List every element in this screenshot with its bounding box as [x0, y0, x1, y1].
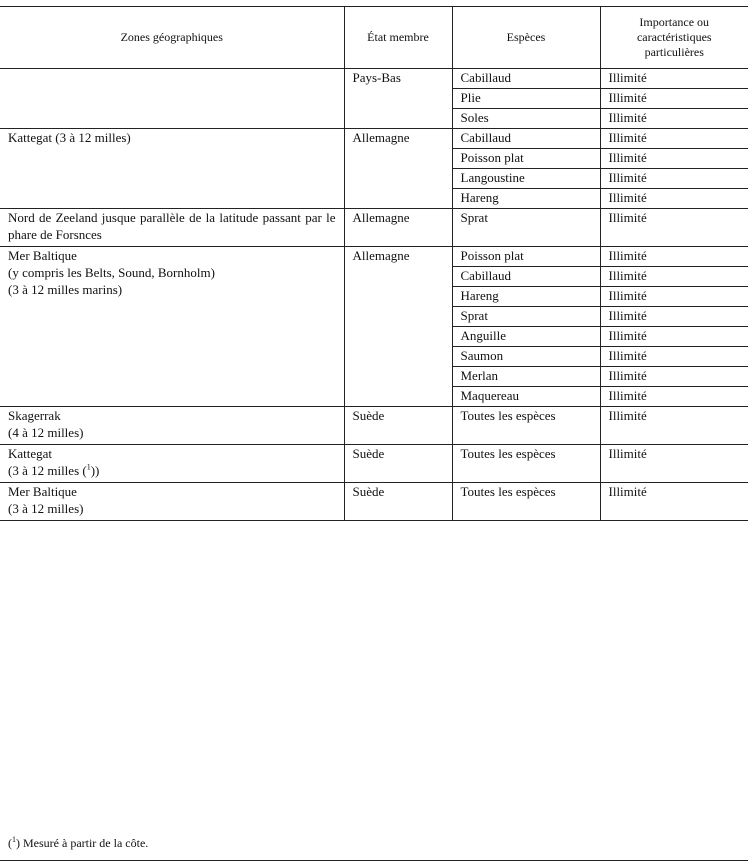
importance-cell: Illimité: [600, 483, 748, 521]
importance-cell: Illimité: [600, 109, 748, 129]
zone-line: (y compris les Belts, Sound, Bornholm): [8, 265, 215, 280]
espece-cell: Sprat: [452, 209, 600, 247]
importance-cell: Illimité: [600, 129, 748, 149]
importance-cell: Illimité: [600, 347, 748, 367]
importance-cell: Illimité: [600, 169, 748, 189]
espece-cell: Langoustine: [452, 169, 600, 189]
espece-cell: Sprat: [452, 307, 600, 327]
zone-cell: [0, 445, 344, 483]
espece-cell: Cabillaud: [452, 267, 600, 287]
zone-line: (3 à 12 milles marins): [8, 282, 123, 297]
etat-cell: Suède: [344, 483, 452, 521]
etat-cell: Pays-Bas: [344, 69, 452, 129]
espece-cell: Hareng: [452, 189, 600, 209]
zone-cell: [0, 407, 344, 445]
zone-cell: [0, 247, 344, 407]
espece-cell: Plie: [452, 89, 600, 109]
etat-cell: Suède: [344, 445, 452, 483]
importance-cell: Illimité: [600, 209, 748, 247]
espece-cell: Poisson plat: [452, 149, 600, 169]
etat-cell: Suède: [344, 407, 452, 445]
importance-cell: Illimité: [600, 189, 748, 209]
footnote-marker-close: ): [16, 836, 20, 850]
espece-cell: Hareng: [452, 287, 600, 307]
table-row: [0, 483, 748, 521]
espece-cell: Toutes les espèces: [452, 407, 600, 445]
etat-cell: Allemagne: [344, 129, 452, 209]
header-etat-membre: État membre: [344, 7, 452, 69]
header-importance-text: Importance ou caractéristiques particulières: [636, 15, 712, 59]
importance-cell: Illimité: [600, 407, 748, 445]
importance-cell: Illimité: [600, 69, 748, 89]
footnote-area: [0, 826, 748, 861]
espece-cell: Toutes les espèces: [452, 483, 600, 521]
importance-cell: Illimité: [600, 149, 748, 169]
header-importance: [600, 7, 748, 69]
espece-cell: Cabillaud: [452, 69, 600, 89]
table-header-row: [0, 7, 748, 69]
importance-cell: Illimité: [600, 247, 748, 267]
espece-cell: Saumon: [452, 347, 600, 367]
espece-cell: Cabillaud: [452, 129, 600, 149]
zone-line: Mer Baltique: [8, 484, 77, 499]
table-row: [0, 407, 748, 445]
zone-line: [8, 462, 336, 479]
importance-cell: Illimité: [600, 267, 748, 287]
footnote-text: Mesuré à partir de la côte.: [20, 836, 149, 850]
zone-cell: Kattegat (3 à 12 milles): [0, 129, 344, 209]
espece-cell: Maquereau: [452, 387, 600, 407]
importance-cell: Illimité: [600, 367, 748, 387]
footnote-ref: 1: [86, 462, 91, 472]
header-especes: Espèces: [452, 7, 600, 69]
footnote: [8, 836, 148, 851]
zone-line: Kattegat: [8, 446, 53, 461]
importance-cell: Illimité: [600, 445, 748, 483]
espece-cell: Soles: [452, 109, 600, 129]
zone-line: (3 à 12 milles): [8, 501, 84, 516]
zone-line-close: )): [90, 463, 100, 478]
table-row: [0, 129, 748, 149]
zone-line: Skagerrak: [8, 408, 61, 423]
fishing-zones-table: [0, 6, 748, 521]
importance-cell: Illimité: [600, 89, 748, 109]
zone-line: Mer Baltique: [8, 248, 77, 263]
zone-cell: [0, 69, 344, 129]
footnote-marker-number: 1: [12, 835, 16, 844]
espece-cell: Toutes les espèces: [452, 445, 600, 483]
zone-cell: Nord de Zeeland jusque parallèle de la latitude passant par le phare de Forsnces: [0, 209, 344, 247]
footnote-marker-open: (: [8, 836, 12, 850]
table-row: [0, 69, 748, 89]
espece-cell: Merlan: [452, 367, 600, 387]
espece-cell: Anguille: [452, 327, 600, 347]
importance-cell: Illimité: [600, 307, 748, 327]
zone-line: (4 à 12 milles): [8, 425, 84, 440]
etat-cell: Allemagne: [344, 247, 452, 407]
table-row: [0, 445, 748, 483]
header-zones: Zones géographiques: [0, 7, 344, 69]
importance-cell: Illimité: [600, 327, 748, 347]
table-row: [0, 209, 748, 247]
espece-cell: Poisson plat: [452, 247, 600, 267]
zone-line-text: (3 à 12 milles (: [8, 463, 87, 478]
zone-cell: [0, 483, 344, 521]
importance-cell: Illimité: [600, 287, 748, 307]
table-row: [0, 247, 748, 267]
etat-cell: Allemagne: [344, 209, 452, 247]
importance-cell: Illimité: [600, 387, 748, 407]
